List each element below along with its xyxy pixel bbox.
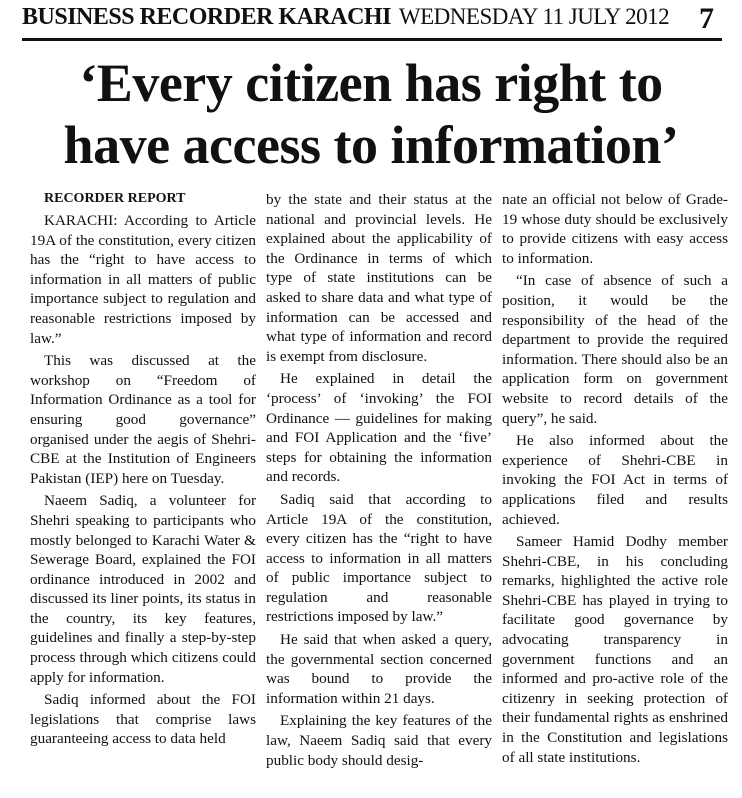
paragraph: This was discussed at the workshop on “Freedom of Information Ordinance as a tool for ensuring good governance” organised under the aegis of Shehri-CBE at the Institution of Engineers Pakistan (IEP) here on Tuesday. (30, 352, 256, 487)
paragraph: He explained in detail the ‘process’ of ‘invoking’ the FOI Ordinance — guidelines for making and FOI Application and the ‘five’ steps for obtaining the information and records. (266, 370, 492, 486)
headline-line-1: ‘Every citizen has right to (79, 53, 663, 113)
paragraph: Explaining the key features of the law, Naeem Sadiq said that every public body should desig- (266, 712, 492, 769)
masthead (22, 4, 722, 38)
masthead-rule (22, 38, 722, 41)
headline (0, 52, 742, 176)
paragraph: Sameer Hamid Dodhy member Shehri-CBE, in his concluding remarks, highlighted the active role Shehri-CBE has played in trying to facilitate good governance by advocating transparency in government functions and an informed and pro-active role of the citizenry in seeking protection of their fundamental rights as enshrined in the Constitution and legislations of all state institutions. (502, 533, 728, 766)
paragraph: Sadiq said that according to Article 19A of the constitution, every citizen has the “right to have access to information in all matters of public importance subject to regulation and reasonable restrictions imposed by law.” (266, 490, 492, 626)
article-body (30, 190, 740, 795)
paragraph: nate an official not below of Grade-19 whose duty should be exclusively to provide citizens with easy access to information. (502, 191, 728, 267)
byline: RECORDER REPORT (44, 191, 186, 206)
headline-line-2: have access to information’ (63, 115, 679, 175)
paragraph: by the state and their status at the national and provincial levels. He explained about the applicability of the Ordinance in terms of which type of state institutions can be asked to share data and what type of information can be accessed and what type of information and record is exempt from disclosure. (266, 191, 492, 365)
page-number: 7 (699, 2, 714, 35)
paragraph: Naeem Sadiq, a volunteer for Shehri speaking to participants who mostly belonged to Karachi Water & Sewerage Board, explained the FOI ordinance introduced in 2002 and discussed its liner points, its status in the country, its key features, guidelines and finally a step-by-step process through which citizens could apply for information. (30, 492, 256, 686)
paragraph: He said that when asked a query, the governmental section concerned was bound to provide the information within 21 days. (266, 631, 492, 707)
paragraph: KARACHI: According to Article 19A of the constitution, every citizen has the “right to have access to information in all matters of public importance subject to regulation and reasonable restrictions imposed by law.” (30, 212, 256, 347)
article-column-2 (266, 190, 492, 795)
article-column-1 (30, 190, 256, 795)
publication-name: BUSINESS RECORDER KARACHI (22, 4, 391, 30)
paragraph: “In case of absence of such a position, it would be the responsibility of the head of the department to provide the required information. There should also be an application form on government website to record details of the query”, he said. (502, 272, 728, 427)
publication-date: WEDNESDAY 11 JULY 2012 (398, 4, 670, 29)
article-column-3 (502, 190, 728, 795)
paragraph: Sadiq informed about the FOI legislations that comprise laws guaranteeing access to data held (30, 691, 256, 748)
paragraph: He also informed about the experience of Shehri-CBE in invoking the FOI Act in terms of applications filed and results achieved. (502, 432, 728, 528)
